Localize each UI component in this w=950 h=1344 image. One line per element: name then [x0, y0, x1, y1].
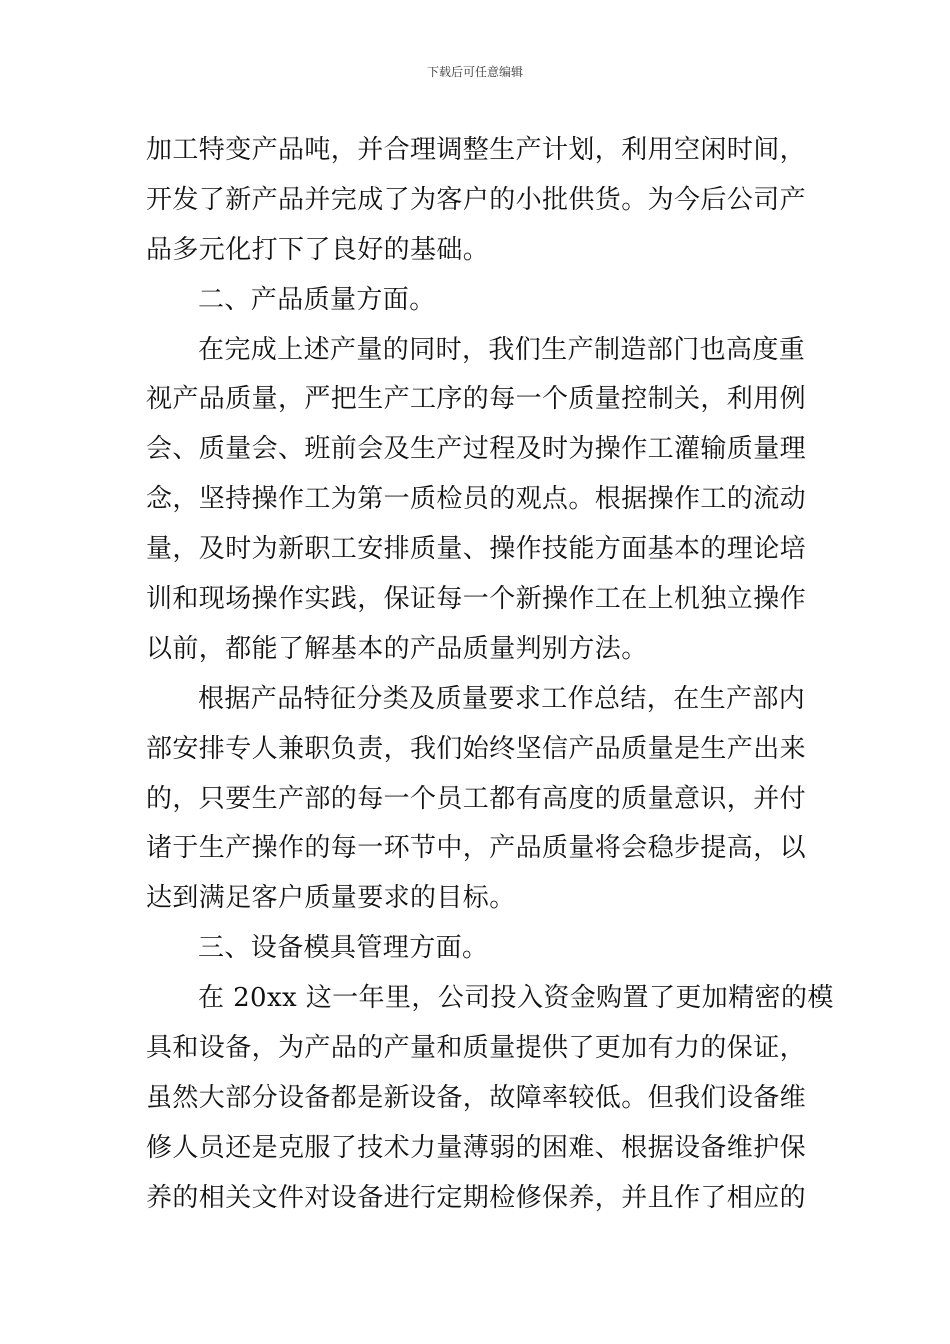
text-line: 加工特变产品吨，并合理调整生产计划，利用空闲时间， [146, 135, 807, 165]
text-line: 视产品质量，严把生产工序的每一个质量控制关，利用例 [146, 384, 807, 415]
text-line: 达到满足客户质量要求的目标。 [146, 883, 516, 914]
text-line: 具和设备，为产品的产量和质量提供了更加有力的保证， [146, 1033, 807, 1064]
section-heading-product-quality: 二、产品质量方面。 [198, 284, 436, 315]
document-body [146, 126, 834, 1224]
text-line: 部安排专人兼职负责，我们始终坚信产品质量是生产出来 [146, 733, 807, 764]
page-header: 下载后可任意编辑 [426, 65, 523, 79]
paragraph-start: 在 20xx 这一年里，公司投入资金购置了更加精密的模 [198, 983, 834, 1014]
text-line: 的，只要生产部的每一个员工都有高度的质量意识，并付 [146, 783, 807, 814]
text-line: 量，及时为新职工安排质量、操作技能方面基本的理论培 [146, 534, 807, 565]
text-line: 会、质量会、班前会及生产过程及时为操作工灌输质量理 [146, 434, 807, 465]
section-heading-equipment-molds: 三、设备模具管理方面。 [198, 933, 489, 964]
text-line: 修人员还是克服了技术力量薄弱的困难、根据设备维护保 [146, 1132, 807, 1163]
text-line: 念，坚持操作工为第一质检员的观点。根据操作工的流动 [146, 484, 807, 515]
text-line: 训和现场操作实践，保证每一个新操作工在上机独立操作 [146, 584, 807, 615]
text-line: 虽然大部分设备都是新设备，故障率较低。但我们设备维 [146, 1082, 807, 1113]
text-line: 养的相关文件对设备进行定期检修保养，并且作了相应的 [146, 1182, 807, 1213]
text-line: 以前，都能了解基本的产品质量判别方法。 [146, 633, 648, 664]
text-line: 诸于生产操作的每一环节中，产品质量将会稳步提高，以 [146, 833, 807, 864]
text-line: 开发了新产品并完成了为客户的小批供货。为今后公司产 [146, 184, 807, 215]
text-line: 品多元化打下了良好的基础。 [146, 234, 490, 265]
paragraph-start: 根据产品特征分类及质量要求工作总结，在生产部内 [198, 683, 806, 714]
paragraph-start: 在完成上述产量的同时，我们生产制造部门也高度重 [198, 334, 806, 365]
